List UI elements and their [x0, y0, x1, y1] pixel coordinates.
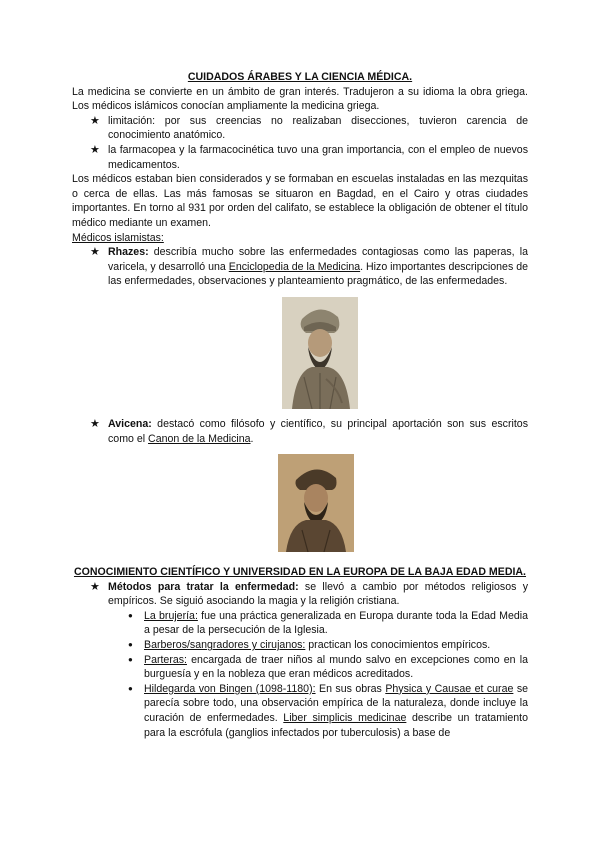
rhazes-portrait: [282, 297, 358, 409]
list-item: [108, 609, 528, 638]
term-barberos: Barberos/sangradores y cirujanos:: [144, 639, 306, 652]
item-text: practican los conocimientos empíricos.: [305, 639, 491, 652]
item-text: se parecía sobre todo, una observación empírica de la naturaleza, donde incluye la curación de enfermedades.: [144, 682, 529, 725]
methods-label: Métodos para tratar la enfermedad:: [108, 580, 299, 593]
rhazes-list: [72, 245, 528, 289]
avicena-name: Avicena:: [108, 417, 152, 430]
item-text: encargada de traer niños al mundo salvo en excepciones como en la burguesía y en la nobleza que eran médicos acreditados.: [144, 653, 528, 681]
schools-paragraph: Los médicos estaban bien considerados y se formaban en escuelas instaladas en las mezquitas o cerca de ellas. Las más famosas se situaron en Bagdad, en el Cairo y otras ciudades importantes. En torno al 931 por orden del califato, se establece la obligación de obtener el título médico mediante un examen.: [72, 173, 528, 229]
term-hildegarda: Hildegarda von Bingen (1098-1180):: [144, 682, 316, 695]
list-item: ★ la farmacopea y la farmacocinética tuvo una gran importancia, con el empleo de nuevos medicamentos.: [72, 143, 528, 172]
subheading-islamic-doctors: Médicos islamistas:: [72, 231, 164, 244]
section-title-european-medicine: CONOCIMIENTO CIENTÍFICO Y UNIVERSIDAD EN LA EUROPA DE LA BAJA EDAD MEDIA.: [73, 566, 527, 579]
term-brujeria: La brujería:: [144, 609, 198, 622]
limitations-list: [72, 114, 528, 172]
enciclopedia-link[interactable]: Enciclopedia de la Medicina: [228, 260, 361, 273]
rhazes-text: describía mucho sobre las enfermedades contagiosas como las paperas, la varicela, y desarrolló una: [108, 246, 528, 273]
avicena-text: destacó como filósofo y científico, su principal aportación son sus escritos como el: [108, 417, 528, 445]
list-item: [108, 653, 528, 682]
document-page: [72, 70, 528, 740]
methods-item: [72, 580, 528, 741]
list-item: [108, 638, 528, 653]
avicena-list: [72, 417, 528, 446]
intro-paragraph: La medicina se convierte en un ámbito de gran interés. Tradujeron a su idioma la obra griega. Los médicos islámicos conocían ampliamente la medicina griega.: [72, 85, 528, 113]
methods-list: [72, 580, 528, 741]
section-title-arab-medicine: CUIDADOS ÁRABES Y LA CIENCIA MÉDICA.: [187, 71, 413, 83]
term-parteras: Parteras:: [144, 653, 187, 666]
canon-link[interactable]: Canon de la Medicina: [148, 432, 251, 445]
avicena-text-end: .: [250, 432, 254, 445]
avicena-item: [72, 417, 528, 446]
rhazes-item: [72, 245, 528, 289]
work-physica: Physica y Causae et curae: [385, 682, 514, 695]
avicena-portrait: [278, 454, 354, 552]
rhazes-name: Rhazes:: [108, 246, 149, 259]
methods-sublist: [108, 609, 528, 740]
item-text: En sus obras: [315, 682, 386, 695]
methods-text: se llevó a cambio por métodos religiosos y empíricos. Se siguió asociando la magia y la religión cristiana.: [108, 580, 528, 608]
work-liber: Liber simplicis medicinae: [283, 712, 407, 725]
list-item: [108, 682, 528, 740]
list-item: ★ limitación: por sus creencias no realizaban disecciones, tuvieron carencia de conocimiento anatómico.: [72, 114, 528, 143]
item-text: describe un tratamiento para la escrófula (ganglios infectados por tuberculosis) a base de: [144, 712, 528, 739]
item-text: fue una práctica generalizada en Europa durante toda la Edad Media a pesar de la persecución de la Iglesia.: [144, 609, 528, 637]
rhazes-text-end: . Hizo importantes descripciones de las enfermedades, observaciones y planteamiento pragmático, de las enfermedades.: [108, 260, 528, 288]
